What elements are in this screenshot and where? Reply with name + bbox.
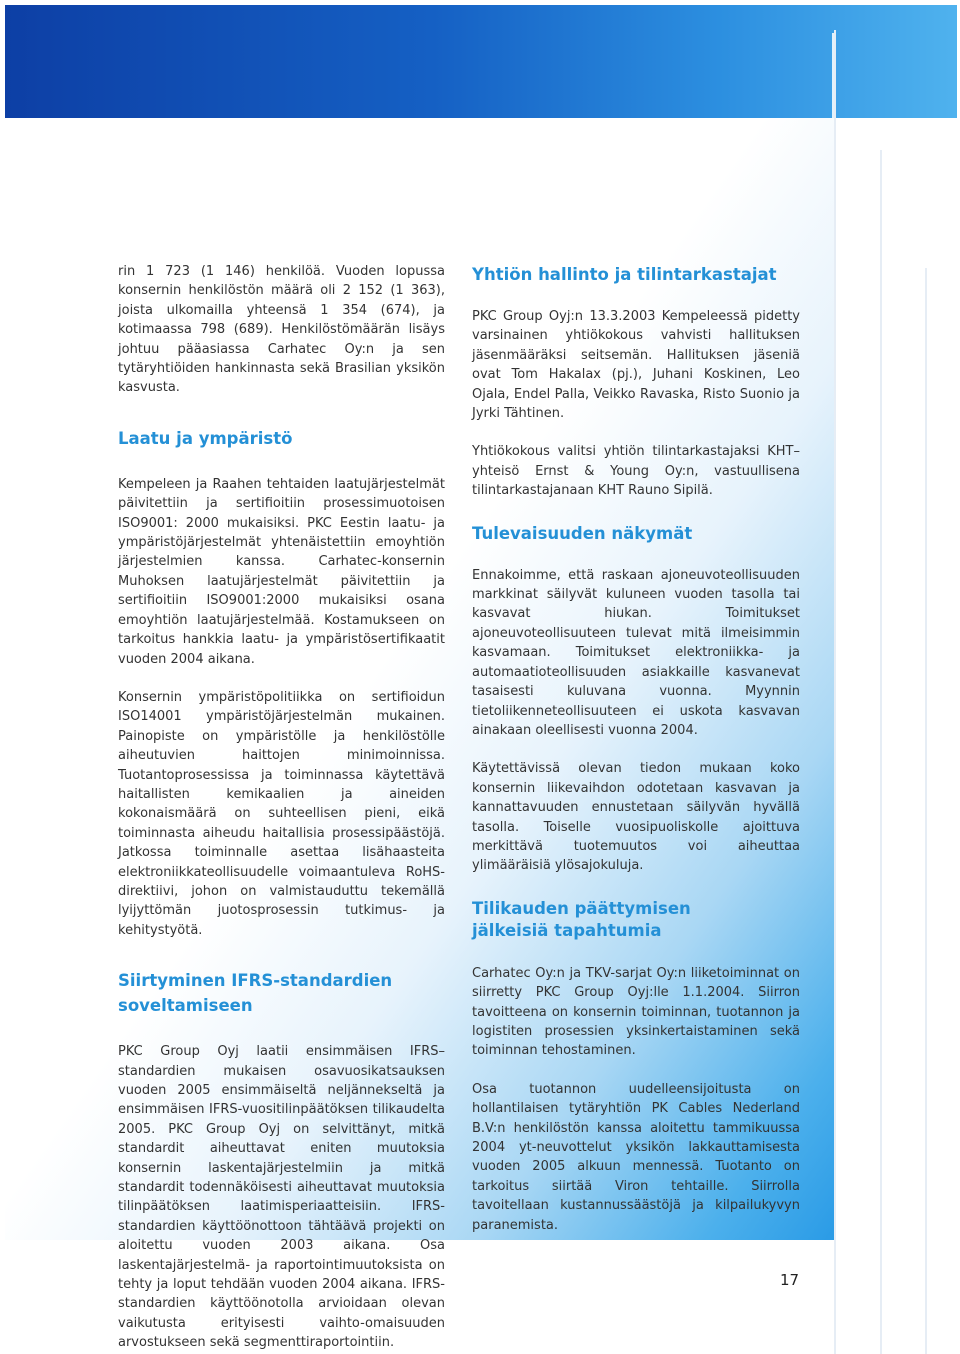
heading-line: Tilikauden päättymisen [472,898,691,918]
body-paragraph: Yhtiökokous valitsi yhtiön tilintarkastajaksi KHT–yhteisö Ernst & Young Oy:n, vastuullisena tilintarkastajanaan KHT Rauno Sipilä. [472,444,800,499]
body-paragraph: Konsernin ympäristöpolitiikka on sertifioidun ISO14001 ympäristöjärjestelmän mukainen. Painopiste on ympäristölle ja henkilöstölle aiheutuvien haittojen minimoinnissa. Tuotantoprosessissa ja toiminnassa käytettävä haitallisten kemikaalien ja aineiden kokonaismäärä on suhteellisen pieni, eikä toiminnasta aiheudu haitallisia prosessipäästöjä. Jatkossa toiminnalle asettaa lisähaasteita elektroniikkateollisuudelle voimaantuleva RoHS-direktiivi, johon on valmistauduttu tekemällä lyijyttömän juotosprosessin tutkimus- ja kehitystyötä. [118,689,445,938]
body-paragraph: Ennakoimme, että raskaan ajoneuvoteollisuuden markkinat säilyvät kuluneen vuoden tasolla tai kasvavat hiukan. Toimitukset ajoneuvoteollisuuteen tulevat mitä ilmeisimmin kasvamaan. Toimitukset elektroniikka- ja automaatioteollisuuden asiakkaille kasvanevat tasaisesti kuluvana vuonna. Myynnin tietoliikenneteollisuuteen ei uskota kasvavan ainakaan oleellisesti vuonna 2004. [472,567,800,738]
decorative-line [880,150,882,1354]
body-paragraph: PKC Group Oyj laatii ensimmäisen IFRS–standardien mukaisen osavuosikatsauksen vuoden 2005 ensimmäiseltä neljännekseltä ja ensimmäisen IFRS-vuositilinpäätöksen tilikaudelta 2005. PKC Group Oyj on selvittänyt, mitkä standardit aiheuttavat eniten muutoksia konsernin laskentajärjestelmiin ja mitkä standardit todennäköisesti aiheuttavat muutoksia tilinpäätöksen laatimisperiaatteisiin. IFRS-standardien käyttöönottoon tähtäävä projekti on aloitettu vuoden 2003 aikana. Osa laskentajärjestelmä- ja raportointimuutoksista on tehty ja loput tehdään vuoden 2004 aikana. IFRS-standardien käyttöönotolla arvioidaan olevan vaikutusta erityisesti vaihto-omaisuuden arvostukseen sekä segmenttiraportointiin. [118,1044,445,1351]
right-column [472,262,800,1235]
section-heading-events [472,898,800,942]
decorative-line [834,30,836,1354]
heading-line: Siirtyminen IFRS-standardien [118,971,393,991]
section-heading-quality: Laatu ja ympäristö [118,428,293,448]
section-heading-ifrs [118,968,445,1018]
body-paragraph: Carhatec Oy:n ja TKV-sarjat Oy:n liiketoiminnat on siirretty PKC Group Oyj:lle 1.1.2004. Siirron tavoitteena on konsernin toiminnan, tuotannon ja logistiten prosessien yksinkertaistaminen sekä toiminnan tehostaminen. [472,965,800,1059]
body-paragraph: rin 1 723 (1 146) henkilöä. Vuoden lopussa konsernin henkilöstön määrä oli 2 152 (1 363), joista ulkomailla yhteensä 1 354 (674), ja kotimaassa 798 (689). Henkilöstömäärän lisäys johtuu pääasiassa Carhatec Oy:n ja sen tytäryhtiöiden hankinnasta sekä Brasilian yksikön kasvusta. [118,264,445,396]
body-paragraph: PKC Group Oyj:n 13.3.2003 Kempeleessä pidetty varsinainen yhtiökokous vahvisti hallituksen jäsenmääräksi seitsemän. Hallituksen jäseniä ovat Tom Hakalax (pj.), Juhani Koskinen, Leo Ojala, Endel Palla, Veikko Ravaska, Risto Suonio ja Jyrki Tähtinen. [472,309,800,422]
decorative-line [925,268,927,1354]
body-paragraph: Kempeleen ja Raahen tehtaiden laatujärjestelmät päivitettiin ja sertifioitiin prosessimuotoisen ISO9001: 2000 mukaisiksi. PKC Eestin laatu- ja ympäristöjärjestelmät yhtenäistettiin emoyhtiön järjestelmien kanssa. Carhatec-konsernin Muhoksen laatujärjestelmät päivitettiin ja sertifioitiin ISO9001:2000 mukaisiksi osana emoyhtiön laatujärjestelmää. Kostamukseen on tarkoitus hankkia laatu- ja ympäristösertifikaatit vuoden 2004 aikana. [118,476,445,667]
body-paragraph: Käytettävissä olevan tiedon mukaan koko konsernin liikevaihdon odotetaan kasvavan ja kannattavuuden ennustetaan säilyvän hyvällä tasolla. Toiselle vuosipuoliskolle ajoittuva merkittävä tuotemuutos voi aiheuttaa ylimääräisiä ylösajokuluja. [472,761,800,874]
section-heading-governance: Yhtiön hallinto ja tilintarkastajat [472,265,777,284]
section-heading-outlook: Tulevaisuuden näkymät [472,523,693,543]
heading-line: jälkeisiä tapahtumia [472,920,662,940]
body-paragraph: Osa tuotannon uudelleensijoitusta on hollantilaisen tytäryhtiön PK Cables Nederland B.V:n henkilöstön kanssa aloitettu tammikuussa 2004 yt-neuvottelut yksikön lakkauttamisesta vuoden 2005 alkuun mennessä. Tuotanto on tarkoitus siirtää Viron tehtaille. Siirrolla tavoitellaan kustannussäästöjä ja kilpailukyvyn paranemista. [472,1081,800,1233]
heading-line: soveltamiseen [118,996,253,1016]
header-color-band [5,5,957,118]
page-number: 17 [780,1271,800,1289]
left-column [118,262,445,1353]
